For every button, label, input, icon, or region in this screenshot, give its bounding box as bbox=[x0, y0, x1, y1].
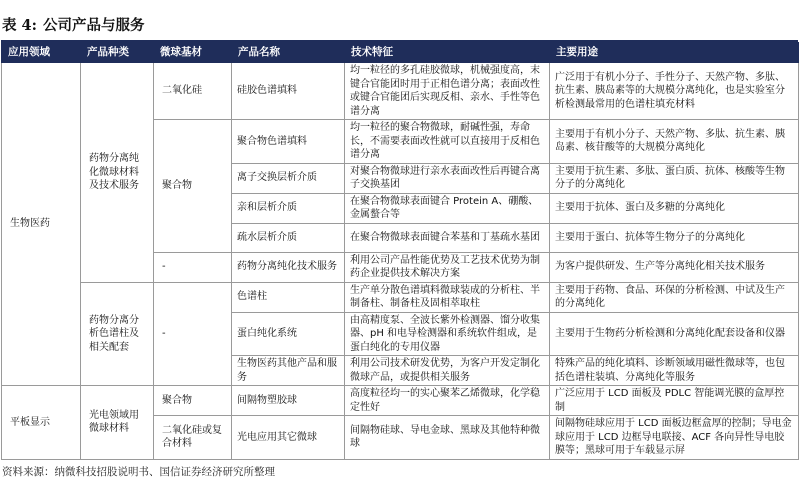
product-cell: 亲和层析介质 bbox=[232, 193, 345, 223]
substrate-cell: 聚合物 bbox=[154, 386, 232, 416]
table-row bbox=[2, 386, 799, 416]
category-cell-analysis: 药物分离分析色谱柱及相关配套 bbox=[81, 282, 154, 386]
product-cell: 疏水层析介质 bbox=[232, 223, 345, 252]
usage-cell: 特殊产品的纯化填料、诊断领域用磁性微球等，也包括色谱柱装填、分离纯化等服务 bbox=[550, 356, 799, 386]
table-row bbox=[2, 63, 799, 120]
table-caption: 公司产品与服务 bbox=[43, 16, 145, 34]
substrate-cell: 二氧化硅或复合材料 bbox=[154, 416, 232, 460]
table-row bbox=[2, 282, 799, 312]
product-cell: 色谱柱 bbox=[232, 282, 345, 312]
usage-cell: 广泛应用于 LCD 面板及 PDLC 智能调光膜的盒厚控制 bbox=[550, 386, 799, 416]
tech-cell: 均一粒径的多孔硅胶微球，机械强度高，末键合官能团时用于正相色谱分离；表面改性或键合官能团后实现反相、亲水、手性等色谱分离 bbox=[345, 63, 550, 120]
tech-cell: 在聚合物微球表面键合 Protein A、硼酸、金属螯合等 bbox=[345, 193, 550, 223]
usage-cell: 为客户提供研发、生产等分离纯化相关技术服务 bbox=[550, 252, 799, 282]
table-header-row bbox=[2, 43, 799, 63]
col-header-product: 产品名称 bbox=[232, 43, 345, 63]
category-cell-opto: 光电领域用微球材料 bbox=[81, 386, 154, 460]
usage-cell: 广泛用于有机小分子、手性分子、天然产物、多肽、抗生素、胰岛素等的大规模分离纯化，也是实验室分析检测最常用的色谱柱填充材料 bbox=[550, 63, 799, 120]
col-header-category: 产品种类 bbox=[81, 43, 154, 63]
col-header-substrate: 微球基材 bbox=[154, 43, 232, 63]
product-cell: 离子交换层析介质 bbox=[232, 163, 345, 193]
cropped-header-text bbox=[230, 0, 560, 5]
col-header-tech: 技术特征 bbox=[345, 43, 550, 63]
tech-cell: 均一粒径的聚合物微球，耐碱性强，寿命长，不需要表面改性就可以直接用于反相色谱分离 bbox=[345, 120, 550, 164]
tech-cell: 由高精度泵、全波长紫外检测器、馏分收集器、pH 和电导检测器和系统软件组成，是蛋白纯化的专用仪器 bbox=[345, 312, 550, 356]
usage-cell: 主要用于抗体、蛋白及多糖的分离纯化 bbox=[550, 193, 799, 223]
product-cell: 间隔物塑胶球 bbox=[232, 386, 345, 416]
col-header-field: 应用领域 bbox=[2, 43, 81, 63]
product-cell: 生物医药其他产品和服务 bbox=[232, 356, 345, 386]
tech-cell: 在聚合物微球表面键合苯基和丁基疏水基团 bbox=[345, 223, 550, 252]
tech-cell: 高度粒径均一的实心聚苯乙烯微球，化学稳定性好 bbox=[345, 386, 550, 416]
product-cell: 蛋白纯化系统 bbox=[232, 312, 345, 356]
usage-cell: 间隔物硅球应用于 LCD 面板边框盒厚的控制；导电金球应用于 LCD 边框导电联接、ACF 各向异性导电胶膜等；黑球可用于车载显示屏 bbox=[550, 416, 799, 460]
usage-cell: 主要用于药物、食品、环保的分析检测、中试及生产的分离纯化 bbox=[550, 282, 799, 312]
category-cell-purify: 药物分离纯化微球材料及技术服务 bbox=[81, 63, 154, 283]
usage-cell: 主要用于生物药分析检测和分离纯化配套设备和仪器 bbox=[550, 312, 799, 356]
table-label: 表 4: bbox=[2, 16, 37, 34]
table-title bbox=[2, 12, 145, 36]
products-table bbox=[1, 42, 799, 460]
tech-cell: 利用公司产品性能优势及工艺技术优势为制药企业提供技术解决方案 bbox=[345, 252, 550, 282]
substrate-cell: - bbox=[154, 282, 232, 386]
field-cell-bio: 生物医药 bbox=[2, 63, 81, 386]
usage-cell: 主要用于有机小分子、天然产物、多肽、抗生素、胰岛素、核苷酸等的大规模分离纯化 bbox=[550, 120, 799, 164]
field-cell-panel: 平板显示 bbox=[2, 386, 81, 460]
substrate-cell: 聚合物 bbox=[154, 120, 232, 253]
col-header-usage: 主要用途 bbox=[550, 43, 799, 63]
tech-cell: 生产单分散色谱填料微球装成的分析柱、半制备柱、制备柱及固相萃取柱 bbox=[345, 282, 550, 312]
product-cell: 聚合物色谱填料 bbox=[232, 120, 345, 164]
tech-cell: 间隔物硅球、导电金球、黑球及其他特种微球 bbox=[345, 416, 550, 460]
product-cell: 药物分离纯化技术服务 bbox=[232, 252, 345, 282]
tech-cell: 利用公司技术研发优势，为客户开发定制化微球产品，或提供相关服务 bbox=[345, 356, 550, 386]
substrate-cell: 二氧化硅 bbox=[154, 63, 232, 120]
source-note: 资料来源：纳微科技招股说明书、国信证券经济研究所整理 bbox=[2, 466, 275, 478]
product-cell: 光电应用其它微球 bbox=[232, 416, 345, 460]
usage-cell: 主要用于抗生素、多肽、蛋白质、抗体、核酸等生物分子的分离纯化 bbox=[550, 163, 799, 193]
tech-cell: 对聚合物微球进行亲水表面改性后再键合离子交换基团 bbox=[345, 163, 550, 193]
substrate-cell: - bbox=[154, 252, 232, 282]
usage-cell: 主要用于蛋白、抗体等生物分子的分离纯化 bbox=[550, 223, 799, 252]
product-cell: 硅胶色谱填料 bbox=[232, 63, 345, 120]
